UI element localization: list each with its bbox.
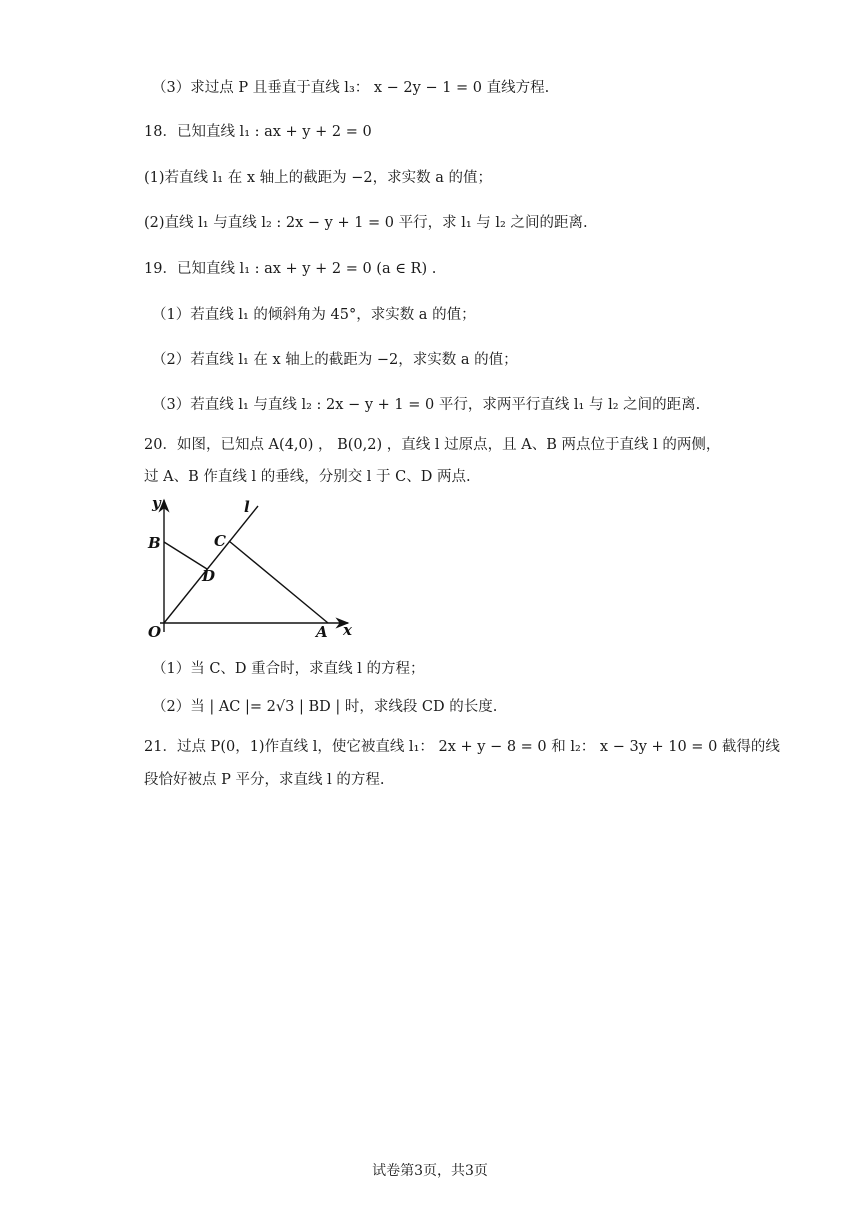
q21-stem-1: 21．过点 P(0，1)作直线 l，使它被直线 l₁： 2x + y − 8 = 0 和 l₂： x − 3y + 10 = 0 截得的线 (144, 739, 780, 755)
label-x: x (343, 621, 352, 639)
q19-part2: （2）若直线 l₁ 在 x 轴上的截距为 −2，求实数 a 的值； (152, 352, 518, 368)
q21-stem-2: 段恰好被点 P 平分，求直线 l 的方程. (144, 772, 385, 788)
label-l: l (244, 498, 250, 516)
page-footer: 试卷第3页，共3页 (372, 1163, 488, 1179)
label-c: C (214, 532, 226, 550)
q18-stem: 18．已知直线 l₁ : ax + y + 2 = 0 (144, 124, 372, 140)
label-d: D (202, 567, 216, 585)
q20-part2: （2）当 | AC |= 2√3 | BD | 时，求线段 CD 的长度. (152, 699, 498, 715)
q17-part3: （3）求过点 P 且垂直于直线 l₃： x − 2y − 1 = 0 直线方程. (152, 80, 550, 96)
q20-stem-2: 过 A、B 作直线 l 的垂线，分别交 l 于 C、D 两点. (144, 469, 471, 485)
q20-figure (140, 492, 360, 648)
q18-part1: (1)若直线 l₁ 在 x 轴上的截距为 −2，求实数 a 的值； (144, 170, 492, 186)
label-a: A (316, 623, 328, 641)
q19-part3: （3）若直线 l₁ 与直线 l₂ : 2x − y + 1 = 0 平行，求两平行直线 l₁ 与 l₂ 之间的距离. (152, 397, 701, 413)
segment-ca (229, 541, 328, 623)
q18-part2: (2)直线 l₁ 与直线 l₂ : 2x − y + 1 = 0 平行，求 l₁ 与 l₂ 之间的距离. (144, 215, 588, 231)
line-l (164, 506, 258, 623)
q20-part1: （1）当 C、D 重合时，求直线 l 的方程； (152, 661, 425, 677)
segment-bd (164, 542, 207, 569)
label-o: O (148, 623, 162, 641)
q19-part1: （1）若直线 l₁ 的倾斜角为 45°，求实数 a 的值； (152, 307, 476, 323)
label-b: B (148, 534, 161, 552)
q20-stem-1: 20．如图，已知点 A(4,0) ， B(0,2) ，直线 l 过原点，且 A、B 两点位于直线 l 的两侧， (144, 437, 721, 453)
label-y: y (152, 494, 161, 512)
q19-stem: 19．已知直线 l₁ : ax + y + 2 = 0 (a ∈ R) . (144, 261, 437, 277)
